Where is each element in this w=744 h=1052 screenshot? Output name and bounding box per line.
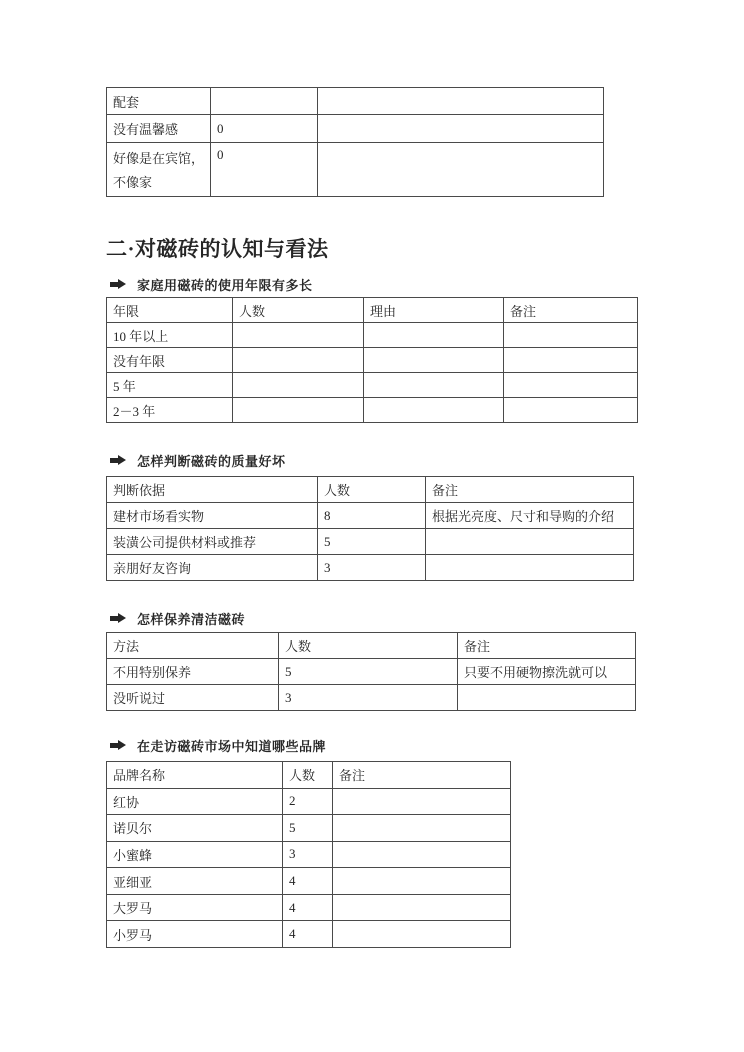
table-cell: [504, 373, 638, 398]
table-cell: [318, 143, 604, 197]
column-header: 备注: [426, 477, 634, 503]
table-cell: [364, 373, 504, 398]
subsection-title-quality-judgement: [110, 452, 286, 468]
quality-judgement-table: [106, 476, 634, 581]
table-cell: [318, 115, 604, 143]
table-cell: [504, 348, 638, 373]
table-cell: [233, 373, 364, 398]
usage-years-table: [106, 297, 638, 423]
column-header: 理由: [364, 298, 504, 323]
column-header: 人数: [233, 298, 364, 323]
table-cell: 根据光亮度、尺寸和导购的介绍: [426, 503, 634, 529]
maintenance-table: [106, 632, 636, 711]
table-cell: 0: [211, 115, 318, 143]
known-brands-table: [106, 761, 511, 948]
table-cell: [333, 921, 511, 948]
table-cell: 小蜜蜂: [107, 841, 283, 868]
column-header: 方法: [107, 633, 279, 659]
table-cell: 8: [318, 503, 426, 529]
table-cell: 4: [283, 868, 333, 895]
table-cell: [233, 398, 364, 423]
column-header: 备注: [458, 633, 636, 659]
table-cell: [333, 894, 511, 921]
table-row: [107, 815, 511, 842]
table-cell: [333, 815, 511, 842]
column-header: 品牌名称: [107, 762, 283, 789]
table-cell: [364, 323, 504, 348]
subsection-title-text: 在走访磁砖市场中知道哪些品牌: [137, 738, 327, 754]
cell-text-line: 不像家: [113, 175, 153, 190]
table-cell: [504, 398, 638, 423]
section-heading: 二·对磁砖的认知与看法: [106, 237, 329, 261]
table-row: [107, 841, 511, 868]
table-cell: 没听说过: [107, 685, 279, 711]
table-cell: [233, 348, 364, 373]
arrow-right-icon: [110, 455, 126, 465]
table-cell: [426, 529, 634, 555]
table-cell: 红协: [107, 788, 283, 815]
table-cell: 不用特别保养: [107, 659, 279, 685]
column-header: 判断依据: [107, 477, 318, 503]
arrow-right-icon: [110, 279, 126, 289]
table-cell: 3: [283, 841, 333, 868]
table-cell: [318, 88, 604, 115]
table-cell: [107, 143, 211, 197]
subsection-title-text: 家庭用磁砖的使用年限有多长: [137, 277, 313, 293]
table-row: [107, 555, 634, 581]
table-cell: 装潢公司提供材料或推荐: [107, 529, 318, 555]
table-cell: 配套: [107, 88, 211, 115]
cell-text-line: 好像是在宾馆，: [113, 151, 205, 166]
table-cell: 0: [211, 143, 318, 197]
table-cell: 诺贝尔: [107, 815, 283, 842]
table-header-row: [107, 633, 636, 659]
table-row: [107, 529, 634, 555]
table-cell: 只要不用硬物擦洗就可以: [458, 659, 636, 685]
table-cell: 亲朋好友咨询: [107, 555, 318, 581]
table-cell: 建材市场看实物: [107, 503, 318, 529]
table-row: [107, 115, 604, 143]
table-row: [107, 921, 511, 948]
table-cell: 3: [279, 685, 458, 711]
table-row: [107, 143, 604, 197]
table-header-row: [107, 477, 634, 503]
table-cell: 4: [283, 894, 333, 921]
column-header: 备注: [333, 762, 511, 789]
subsection-title-text: 怎样保养清洁磁砖: [137, 611, 246, 627]
subsection-title-known-brands: [110, 737, 326, 753]
arrow-right-icon: [110, 613, 126, 623]
column-header: 年限: [107, 298, 233, 323]
table-cell: 亚细亚: [107, 868, 283, 895]
table-cell: [364, 398, 504, 423]
table-header-row: [107, 762, 511, 789]
table-row: [107, 348, 638, 373]
table-row: [107, 503, 634, 529]
table-cell: 2－3 年: [107, 398, 233, 423]
table-cell: [233, 323, 364, 348]
table-cell: [333, 841, 511, 868]
carryover-table: [106, 87, 604, 197]
subsection-title-maintenance: [110, 610, 245, 626]
table-cell: 大罗马: [107, 894, 283, 921]
table-cell: 没有年限: [107, 348, 233, 373]
table-cell: 10 年以上: [107, 323, 233, 348]
column-header: 人数: [283, 762, 333, 789]
table-cell: 5: [279, 659, 458, 685]
arrow-right-icon: [110, 740, 126, 750]
table-cell: [426, 555, 634, 581]
table-cell: 4: [283, 921, 333, 948]
table-cell: 3: [318, 555, 426, 581]
table-cell: 5: [318, 529, 426, 555]
table-row: [107, 868, 511, 895]
table-row: [107, 398, 638, 423]
table-row: [107, 685, 636, 711]
table-cell: [504, 323, 638, 348]
table-cell: 没有温馨感: [107, 115, 211, 143]
table-cell: 5: [283, 815, 333, 842]
column-header: 人数: [318, 477, 426, 503]
table-cell: [333, 788, 511, 815]
column-header: 人数: [279, 633, 458, 659]
table-cell: 5 年: [107, 373, 233, 398]
table-row: [107, 659, 636, 685]
subsection-title-usage-years: [110, 276, 313, 292]
table-cell: [458, 685, 636, 711]
table-cell: [364, 348, 504, 373]
table-cell: 小罗马: [107, 921, 283, 948]
column-header: 备注: [504, 298, 638, 323]
table-row: [107, 323, 638, 348]
table-cell: [333, 868, 511, 895]
table-row: [107, 894, 511, 921]
table-row: [107, 88, 604, 115]
subsection-title-text: 怎样判断磁砖的质量好坏: [137, 453, 286, 469]
table-cell: 2: [283, 788, 333, 815]
table-row: [107, 788, 511, 815]
table-row: [107, 373, 638, 398]
table-header-row: [107, 298, 638, 323]
table-cell: [211, 88, 318, 115]
